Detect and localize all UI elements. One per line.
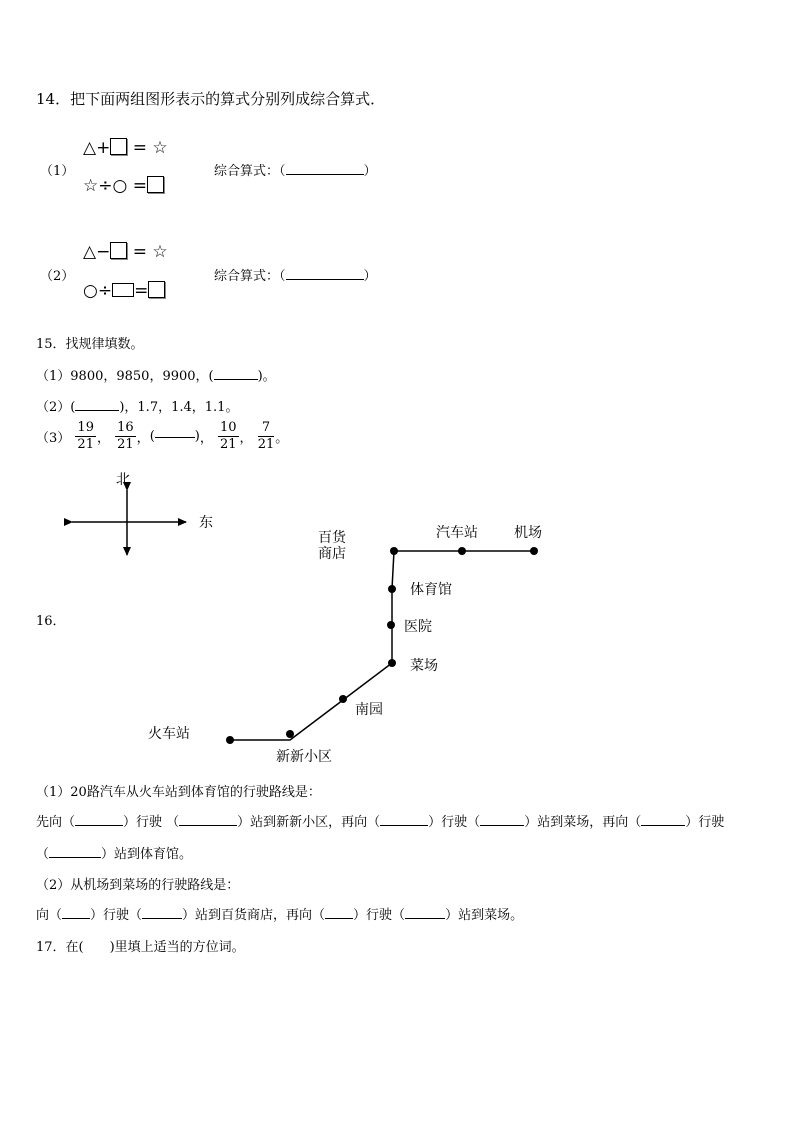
line2-end: )，1.7，1.4，1.1。: [119, 400, 239, 415]
denominator: 21: [220, 437, 237, 452]
q16-sub2-line: [36, 904, 523, 923]
circle-icon: ○: [83, 281, 98, 301]
compass: [72, 490, 186, 555]
star-icon: ☆: [83, 176, 99, 196]
text: ）站到菜场。: [445, 908, 524, 923]
line2-label: （2）(: [36, 400, 76, 415]
comma: ，: [199, 431, 213, 446]
answer-blank[interactable]: [380, 824, 428, 826]
star-icon: ☆: [152, 138, 168, 158]
answer-blank[interactable]: [179, 824, 237, 826]
equals-sign: =: [132, 242, 147, 262]
period: 。: [275, 431, 289, 446]
numerator: 10: [220, 420, 237, 435]
answer-blank[interactable]: [641, 824, 685, 826]
label-hospital: 医院: [404, 619, 432, 635]
triangle-icon: △: [83, 138, 97, 158]
paren-open: (: [149, 429, 155, 444]
label-train-station: 火车站: [148, 726, 190, 742]
department-store-line2: 商店: [318, 546, 346, 562]
stop-new-community: [286, 730, 294, 738]
answer-blank[interactable]: [405, 917, 445, 919]
q17-title: 17．在( )里填上适当的方位词。: [36, 940, 245, 955]
compass-north-label: 北: [116, 472, 130, 488]
numerator: 16: [117, 420, 134, 435]
combined-label: 综合算式：（: [214, 164, 286, 179]
label-gym: 体育馆: [410, 582, 452, 598]
text: ）行驶（: [353, 908, 406, 923]
label-bus-station: 汽车站: [436, 525, 478, 541]
divide-sign: ÷: [98, 176, 113, 196]
triangle-icon: △: [83, 242, 97, 262]
stop-hospital: [387, 621, 395, 629]
paren-close: ): [194, 429, 200, 444]
q15-title: 15．找规律填数。: [36, 337, 144, 352]
text: ）行驶: [685, 815, 725, 830]
q16-sub1-title: （1）20路汽车从火车站到体育馆的行驶路线是：: [36, 785, 321, 800]
star-icon: ☆: [152, 242, 168, 262]
text: （: [36, 847, 50, 862]
q14-title: 14．把下面两组图形表示的算式分别列成综合算式．: [36, 90, 386, 108]
q14-part2-label: （2）: [40, 269, 75, 284]
label-market: 菜场: [410, 658, 438, 674]
answer-blank[interactable]: [62, 917, 90, 919]
stop-gym: [388, 585, 396, 593]
answer-blank[interactable]: [325, 917, 353, 919]
department-store-line1: 百货: [318, 530, 346, 546]
q16-sub1-line2: [36, 843, 192, 862]
text: ）行驶（: [428, 815, 481, 830]
combined-close: ）: [363, 269, 377, 284]
stop-train-station: [226, 736, 234, 744]
label-department-store: [318, 530, 346, 562]
equals-sign: =: [132, 176, 147, 196]
divide-sign: ÷: [97, 281, 113, 301]
line1-label: （1）: [36, 369, 71, 384]
answer-blank[interactable]: [480, 824, 524, 826]
text: ）行驶（: [90, 908, 143, 923]
denominator: 21: [257, 437, 275, 452]
answer-blank[interactable]: [49, 856, 101, 858]
comma: ，: [136, 431, 150, 446]
denominator: 21: [77, 437, 94, 452]
comma: ，: [96, 431, 110, 446]
answer-blank[interactable]: [75, 824, 123, 826]
label-airport: 机场: [514, 525, 542, 541]
stop-bus-station: [458, 547, 466, 555]
equals-sign: =: [134, 281, 149, 301]
q16-number: 16．: [36, 614, 66, 629]
line1-text: 9800，9850，9900，(: [70, 369, 214, 384]
text: 向（: [36, 908, 63, 923]
label-new-community: 新新小区: [276, 749, 332, 765]
stop-south-garden: [339, 695, 347, 703]
compass-east-label: 东: [199, 515, 213, 531]
label-south-garden: 南园: [355, 702, 383, 718]
text: 先向（: [36, 815, 76, 830]
text: ）站到新新小区，再向（: [237, 815, 381, 830]
text: ）站到菜场，再向（: [524, 815, 642, 830]
combined-label: 综合算式：（: [214, 269, 286, 284]
minus-sign: −: [96, 242, 111, 262]
q16-sub1-line1: [36, 811, 724, 830]
circle-icon: ○: [112, 176, 128, 196]
comma: ，: [239, 431, 253, 446]
line1-end: )。: [257, 369, 276, 384]
stop-department-store: [390, 547, 398, 555]
text: ）行驶 （: [123, 815, 180, 830]
text: ）站到百货商店，再向（: [182, 908, 326, 923]
stop-airport: [530, 547, 538, 555]
answer-blank[interactable]: [142, 917, 182, 919]
line3-label: （3）: [36, 431, 71, 446]
numerator: 19: [77, 420, 94, 435]
plus-sign: +: [96, 138, 111, 158]
denominator: 21: [117, 437, 134, 452]
q16-sub2-title: （2）从机场到菜场的行驶路线是：: [36, 878, 240, 893]
text: ）站到体育馆。: [101, 847, 193, 862]
stop-market: [388, 659, 396, 667]
q14-part1-label: （1）: [40, 164, 75, 179]
combined-close: ）: [363, 164, 377, 179]
numerator: 7: [258, 420, 275, 437]
equals-sign: =: [132, 138, 147, 158]
